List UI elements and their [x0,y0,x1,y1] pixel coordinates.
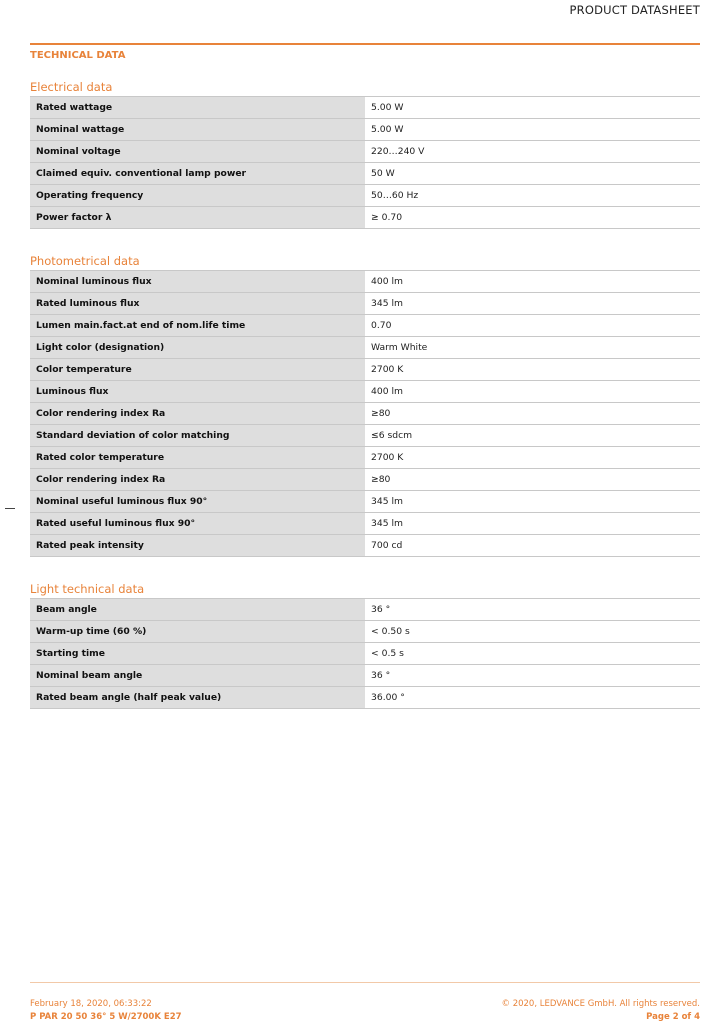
footer-left [30,998,182,1024]
table-row [30,513,700,535]
footer-divider [30,982,700,983]
light-technical-data-table [30,598,700,709]
spec-label: Rated wattage [30,97,365,119]
spec-value: 400 lm [365,271,700,293]
spec-label: Light color (designation) [30,337,365,359]
electrical-data-title: Electrical data [30,80,113,94]
table-row [30,97,700,119]
light-technical-data-title: Light technical data [30,582,145,596]
table-row [30,315,700,337]
header-divider [30,43,700,45]
table-row [30,271,700,293]
spec-value: Warm White [365,337,700,359]
spec-label: Nominal voltage [30,141,365,163]
table-row [30,447,700,469]
table-row [30,293,700,315]
table-row [30,337,700,359]
spec-label: Operating frequency [30,185,365,207]
spec-label: Color temperature [30,359,365,381]
footer-right [502,998,701,1024]
spec-value: 345 lm [365,513,700,535]
spec-value: 50…60 Hz [365,185,700,207]
table-row [30,207,700,229]
spec-label: Nominal useful luminous flux 90° [30,491,365,513]
spec-label: Rated peak intensity [30,535,365,557]
table-row [30,381,700,403]
spec-label: Starting time [30,643,365,665]
spec-label: Rated color temperature [30,447,365,469]
spec-label: Luminous flux [30,381,365,403]
spec-label: Rated luminous flux [30,293,365,315]
spec-value: 345 lm [365,491,700,513]
spec-label: Nominal beam angle [30,665,365,687]
spec-value: 0.70 [365,315,700,337]
table-row [30,403,700,425]
spec-value: < 0.50 s [365,621,700,643]
spec-label: Power factor λ [30,207,365,229]
spec-value: ≥80 [365,403,700,425]
table-row [30,491,700,513]
section-title: TECHNICAL DATA [30,50,126,61]
spec-value: ≥ 0.70 [365,207,700,229]
footer-date: February 18, 2020, 06:33:22 [30,999,152,1009]
spec-value: ≤6 sdcm [365,425,700,447]
spec-label: Standard deviation of color matching [30,425,365,447]
spec-value: 345 lm [365,293,700,315]
spec-label: Lumen main.fact.at end of nom.life time [30,315,365,337]
spec-label: Claimed equiv. conventional lamp power [30,163,365,185]
spec-value: 5.00 W [365,119,700,141]
table-row [30,141,700,163]
table-row [30,535,700,557]
footer-copyright: © 2020, LEDVANCE GmbH. All rights reserved. [501,999,700,1009]
spec-label: Color rendering index Ra [30,469,365,491]
spec-label: Rated beam angle (half peak value) [30,687,365,709]
table-row [30,469,700,491]
spec-value: 36.00 ° [365,687,700,709]
spec-value: 36 ° [365,665,700,687]
table-row [30,119,700,141]
spec-label: Warm-up time (60 %) [30,621,365,643]
table-row [30,185,700,207]
table-row [30,599,700,621]
electrical-data-section [30,79,700,229]
spec-label: Nominal luminous flux [30,271,365,293]
table-row [30,425,700,447]
photometrical-data-title: Photometrical data [30,254,140,268]
table-row [30,665,700,687]
margin-mark [5,508,15,509]
spec-value: ≥80 [365,469,700,491]
photometrical-data-table [30,270,700,557]
spec-label: Beam angle [30,599,365,621]
footer-page-number: Page 2 of 4 [646,1012,700,1022]
table-row [30,643,700,665]
photometrical-data-section [30,253,700,557]
spec-value: 36 ° [365,599,700,621]
spec-value: 2700 K [365,359,700,381]
spec-value: 700 cd [365,535,700,557]
table-row [30,359,700,381]
spec-label: Color rendering index Ra [30,403,365,425]
spec-label: Nominal wattage [30,119,365,141]
table-row [30,621,700,643]
spec-label: Rated useful luminous flux 90° [30,513,365,535]
table-row [30,163,700,185]
spec-value: 2700 K [365,447,700,469]
spec-value: 220…240 V [365,141,700,163]
electrical-data-table [30,96,700,229]
light-technical-data-section [30,581,700,709]
spec-value: 5.00 W [365,97,700,119]
table-row [30,687,700,709]
spec-value: < 0.5 s [365,643,700,665]
footer-product-name: P PAR 20 50 36° 5 W/2700K E27 [30,1012,182,1022]
spec-value: 50 W [365,163,700,185]
spec-value: 400 lm [365,381,700,403]
document-header-title: PRODUCT DATASHEET [569,3,700,17]
